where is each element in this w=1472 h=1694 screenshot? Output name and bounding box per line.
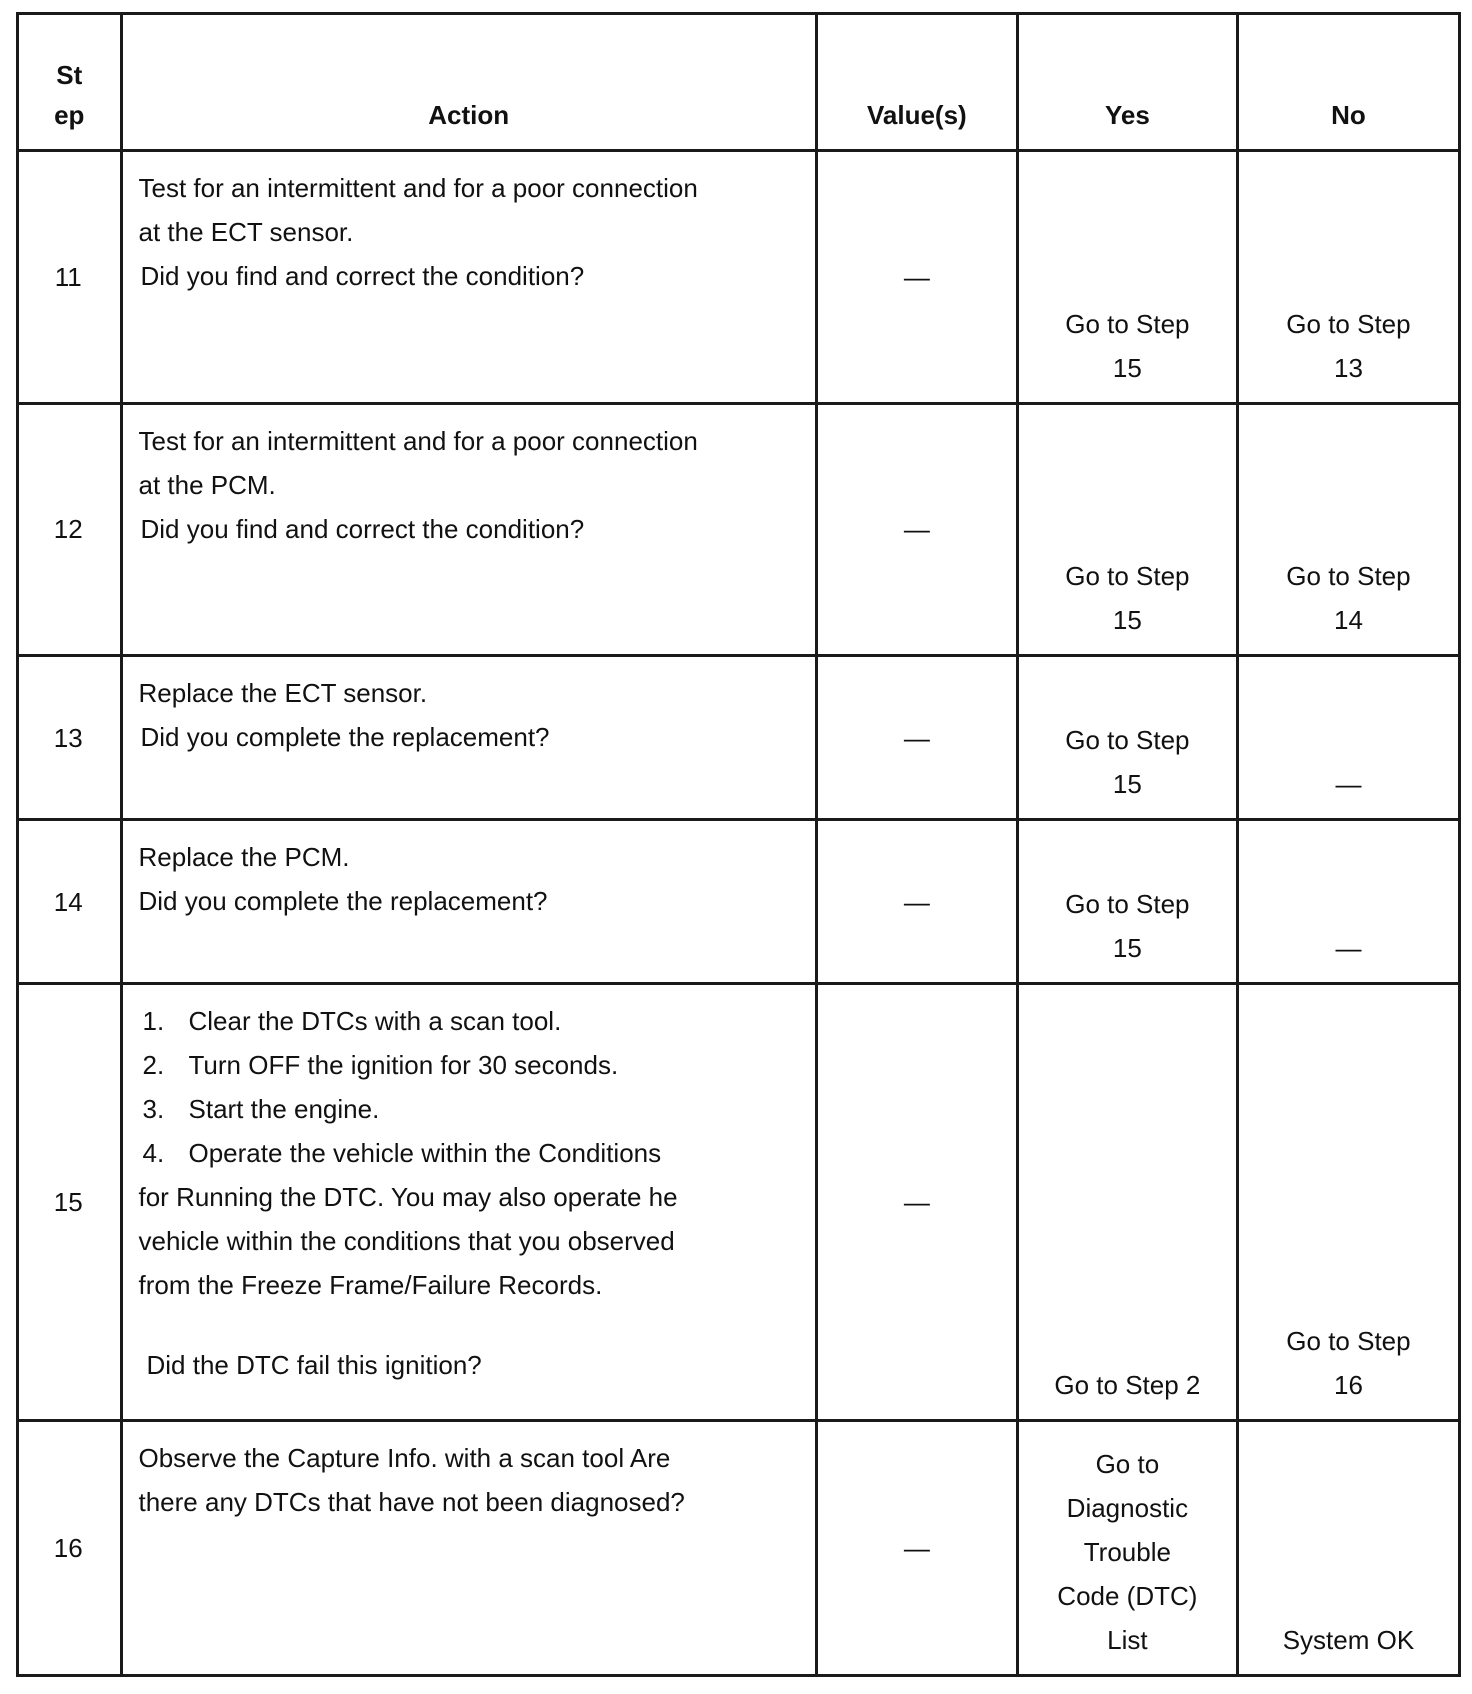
step-number: 12 <box>18 403 122 656</box>
yes-action: Go to Step 15 <box>1017 820 1237 984</box>
yes-action: Go to Diagnostic Trouble Code (DTC) List <box>1017 1421 1237 1676</box>
action-header: Action <box>121 14 816 151</box>
step-number: 11 <box>18 151 122 404</box>
numbered-item: 4. Operate the vehicle within the Conditions <box>142 1138 662 1169</box>
action-text: Observe the Capture Info. with a scan tool Are there any DTCs that have not been diagnosed? <box>121 1421 816 1676</box>
value-text: — <box>816 403 1017 656</box>
table-row <box>18 820 1460 984</box>
step-number: 14 <box>18 820 122 984</box>
no-action: — <box>1237 820 1459 984</box>
step-number: 13 <box>18 656 122 820</box>
table-row <box>18 1421 1460 1676</box>
action-text: Test for an intermittent and for a poor connection at the PCM. Did you find and correct the condition? <box>121 403 816 656</box>
table-row <box>18 151 1460 404</box>
no-action: Go to Step 14 <box>1237 403 1459 656</box>
no-action: Go to Step 13 <box>1237 151 1459 404</box>
table-row <box>18 403 1460 656</box>
yes-action: Go to Step 15 <box>1017 403 1237 656</box>
yes-action: Go to Step 15 <box>1017 151 1237 404</box>
step-header: St ep <box>18 14 122 151</box>
value-text: — <box>816 656 1017 820</box>
question-text: Did the DTC fail this ignition? <box>146 1350 482 1381</box>
action-text: 1. Clear the DTCs with a scan tool. 2. Turn OFF the ignition for 30 seconds. 3. Start the engine. 4. Operate the vehicle within the Conditions for Running the DTC. You may also operate he vehicle within the conditions that you observed from the Freeze Frame/Failure Records. Did the DTC fail this ignition? <box>121 984 816 1421</box>
no-action: — <box>1237 656 1459 820</box>
numbered-item: 1. Clear the DTCs with a scan tool. <box>142 1006 562 1037</box>
yes-action: Go to Step 2 <box>1017 984 1237 1421</box>
numbered-item: 2. Turn OFF the ignition for 30 seconds. <box>142 1050 619 1081</box>
yes-header: Yes <box>1017 14 1237 151</box>
value-text: — <box>816 1421 1017 1676</box>
action-text: Replace the ECT sensor. Did you complete the replacement? <box>121 656 816 820</box>
header-row <box>18 14 1460 151</box>
table-row <box>18 656 1460 820</box>
no-header: No <box>1237 14 1459 151</box>
action-text: Replace the PCM. Did you complete the replacement? <box>121 820 816 984</box>
no-action: Go to Step 16 <box>1237 984 1459 1421</box>
value-text: — <box>816 820 1017 984</box>
action-text: Test for an intermittent and for a poor connection at the ECT sensor. Did you find and correct the condition? <box>121 151 816 404</box>
no-action: System OK <box>1237 1421 1459 1676</box>
values-header: Value(s) <box>816 14 1017 151</box>
value-text: — <box>816 151 1017 404</box>
value-text: — <box>816 984 1017 1421</box>
table-row <box>18 984 1460 1421</box>
step-number: 15 <box>18 984 122 1421</box>
yes-action: Go to Step 15 <box>1017 656 1237 820</box>
step-number: 16 <box>18 1421 122 1676</box>
diagnostic-table <box>16 12 1461 1677</box>
numbered-item: 3. Start the engine. <box>142 1094 380 1125</box>
